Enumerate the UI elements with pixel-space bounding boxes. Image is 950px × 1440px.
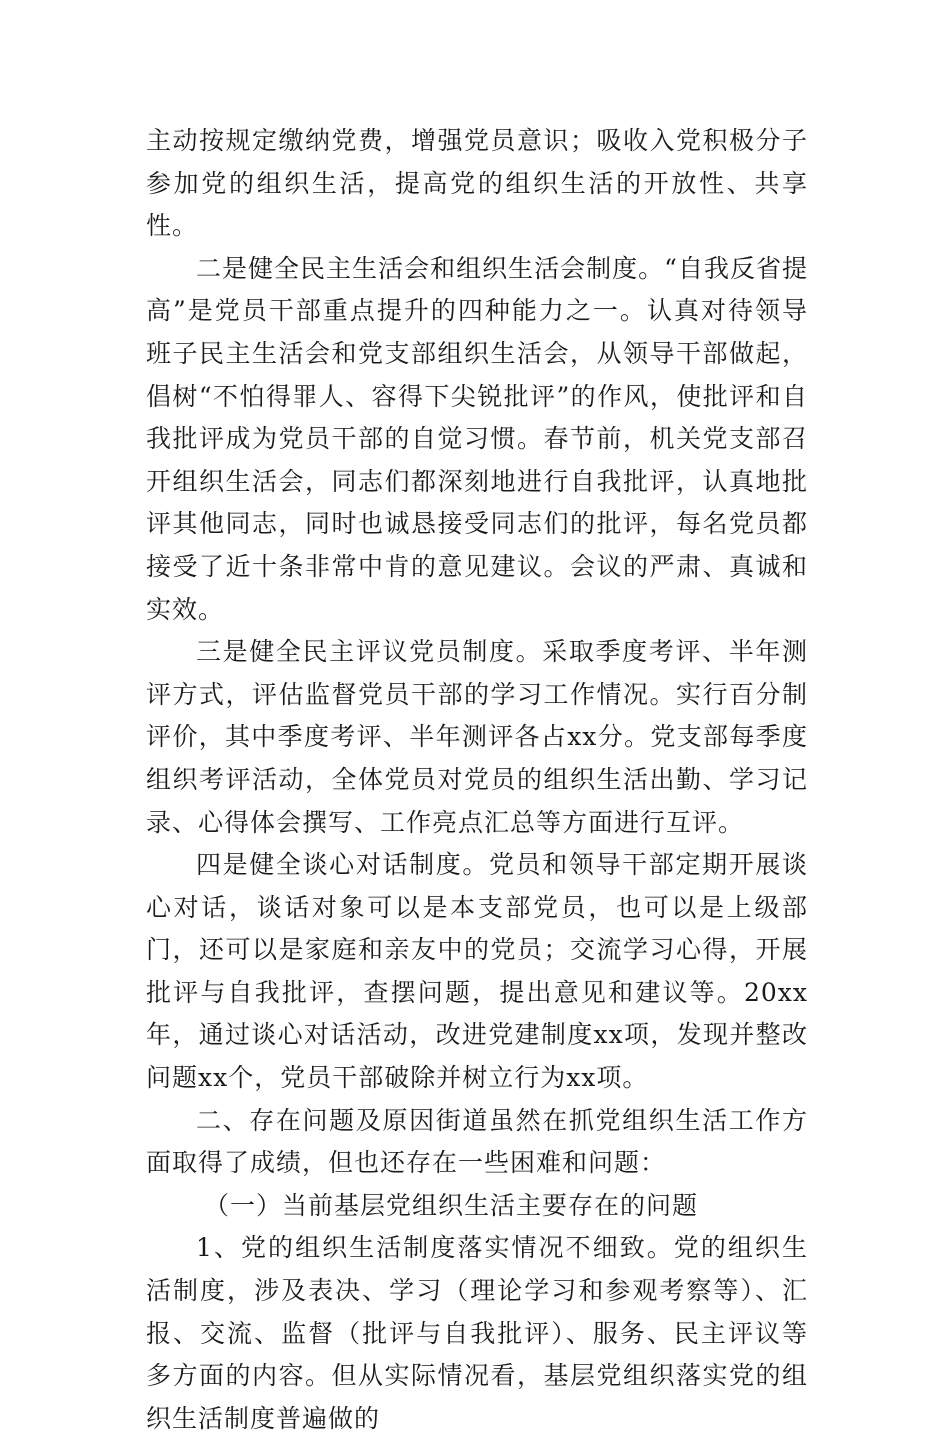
paragraph-problem-one: 1、党的组织生活制度落实情况不细致。党的组织生活制度，涉及表决、学习（理论学习和参观考察等）、汇报、交流、监督（批评与自我批评）、服务、民主评议等多方面的内容。但从实际情况看，基层党组织落实党的组织生活制度普遍做的 (146, 1233, 808, 1433)
paragraph-heart-to-heart-talk: 四是健全谈心对话制度。党员和领导干部定期开展谈心对话，谈话对象可以是本支部党员，也可以是上级部门，还可以是家庭和亲友中的党员；交流学习心得，开展批评与自我批评，查摆问题，提出意见和建议等。20xx年，通过谈心对话活动，改进党建制度xx项，发现并整改问题xx个，党员干部破除并树立行为xx项。 (146, 850, 808, 1093)
paragraph-problems-intro: 二、存在问题及原因街道虽然在抓党组织生活工作方面取得了成绩，但也还存在一些困难和问题： (146, 1105, 808, 1178)
paragraph-democratic-life-meeting: 二是健全民主生活会和组织生活会制度。“自我反省提高”是党员干部重点提升的四种能力之一。认真对待领导班子民主生活会和党支部组织生活会，从领导干部做起，倡树“不怕得罪人、容得下尖锐批评”的作风，使批评和自我批评成为党员干部的自觉习惯。春节前，机关党支部召开组织生活会，同志们都深刻地进行自我批评，认真地批评其他同志，同时也诚恳接受同志们的批评，每名党员都接受了近十条非常中肯的意见建议。会议的严肃、真诚和实效。 (146, 253, 808, 624)
paragraph-continuation: 主动按规定缴纳党费，增强党员意识；吸收入党积极分子参加党的组织生活，提高党的组织生活的开放性、共享性。 (146, 126, 808, 241)
paragraph-member-evaluation: 三是健全民主评议党员制度。采取季度考评、半年测评方式，评估监督党员干部的学习工作情况。实行百分制评价，其中季度考评、半年测评各占xx分。党支部每季度组织考评活动，全体党员对党员的组织生活出勤、学习记录、心得体会撰写、工作亮点汇总等方面进行互评。 (146, 637, 808, 837)
document-page (146, 120, 808, 1440)
section-subheading: （一）当前基层党组织生活主要存在的问题 (204, 1190, 699, 1220)
